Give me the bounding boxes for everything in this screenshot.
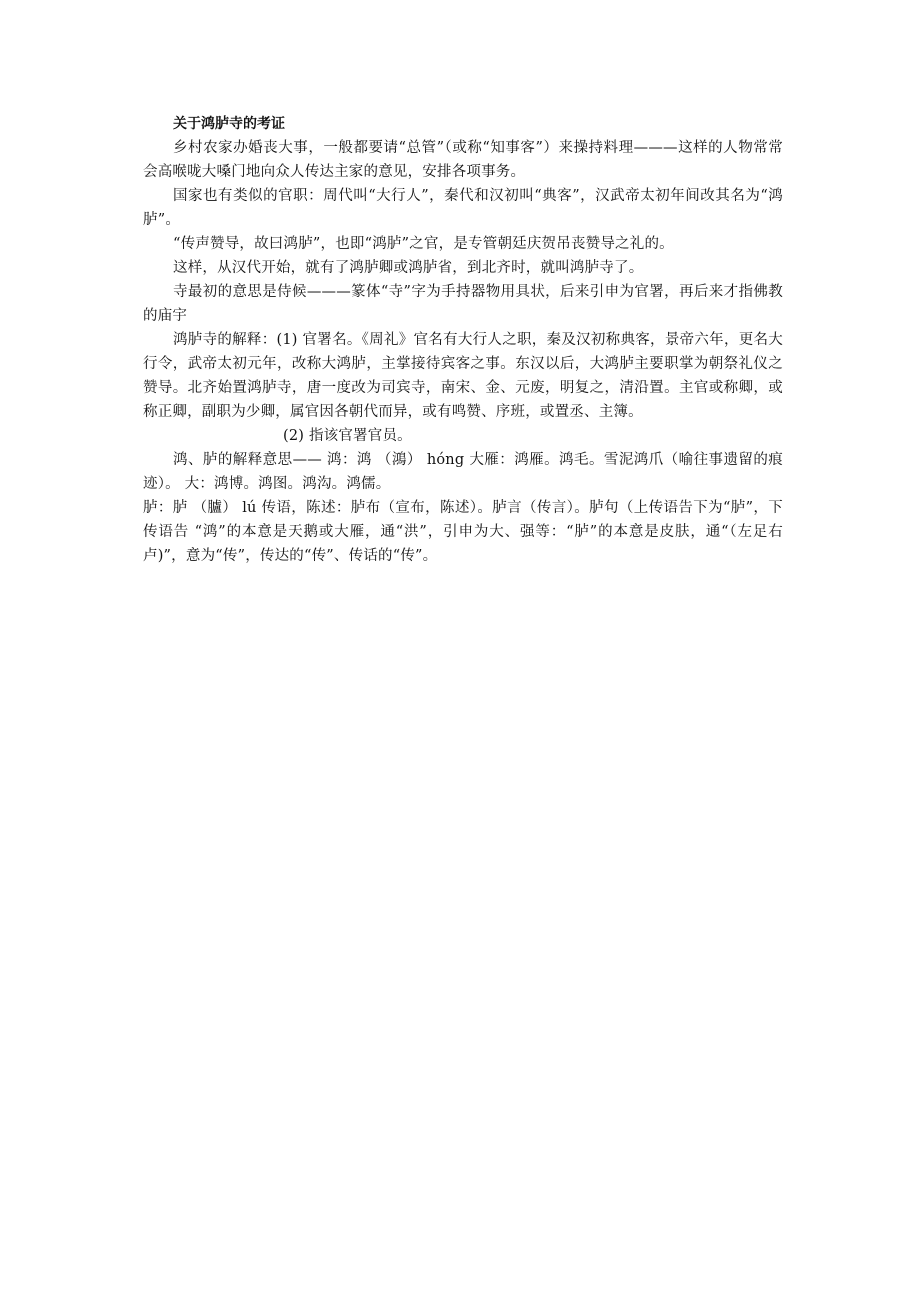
document-title: 关于鸿胪寺的考证	[173, 116, 285, 132]
paragraph-han-to-beiqi: 这样，从汉代开始，就有了鸿胪卿或鸿胪省，到北齐时，就叫鸿胪寺了。	[173, 260, 644, 276]
paragraph-official-titles: 国家也有类似的官职：周代叫“大行人”，秦代和汉初叫“典客”，汉武帝太初年间改其名为“鸿胪”。	[143, 188, 783, 228]
paragraph-chuansheng: “传声赞导，故曰鸿胪”，也即“鸿胪”之官，是专管朝廷庆贺吊丧赞导之礼的。	[173, 236, 674, 252]
paragraph-lu-meaning: 胪：胪 （臚） lú 传语，陈述：胪布（宣布，陈述）。胪言（传言）。胪句（上传语告下为“胪”，下传语告 “鸿”的本意是天鹅或大雁，通“洪”，引申为大、强等：“胪”的本意是皮肤，通“（左足右卢)”，意为“传”，传达的“传”、传话的“传”。	[143, 500, 783, 564]
paragraph-definition-1: 鸿胪寺的解释：(1) 官署名。《周礼》官名有大行人之职，秦及汉初称典客，景帝六年，更名大行令，武帝太初元年，改称大鸿胪，主掌接待宾客之事。东汉以后，大鸿胪主要职掌为朝祭礼仪之赞导。北齐始置鸿胪寺，唐一度改为司宾寺，南宋、金、元废，明复之，清沿置。主官或称卿，或称正卿，副职为少卿，属官因各朝代而异，或有鸣赞、序班，或置丞、主簿。	[143, 332, 783, 420]
paragraph-definition-2: (2) 指该官署官员。	[283, 428, 412, 444]
paragraph-si-meaning: 寺最初的意思是侍候———篆体“寺”字为手持器物用具状，后来引申为官署，再后来才指佛教的庙宇	[143, 284, 783, 324]
paragraph-hong-meaning: 鸿、胪的解释意思—— 鸿：鸿 （鴻） hóng 大雁：鸿雁。鸿毛。雪泥鸿爪（喻往事遗留的痕迹）。 大：鸿博。鸿图。鸿沟。鸿儒。	[143, 452, 783, 492]
paragraph-zongguan: 乡村农家办婚丧大事，一般都要请“总管”（或称“知事客”）来操持料理———这样的人物常常会高喉咙大嗓门地向众人传达主家的意见，安排各项事务。	[143, 140, 783, 180]
document-page	[143, 112, 783, 568]
